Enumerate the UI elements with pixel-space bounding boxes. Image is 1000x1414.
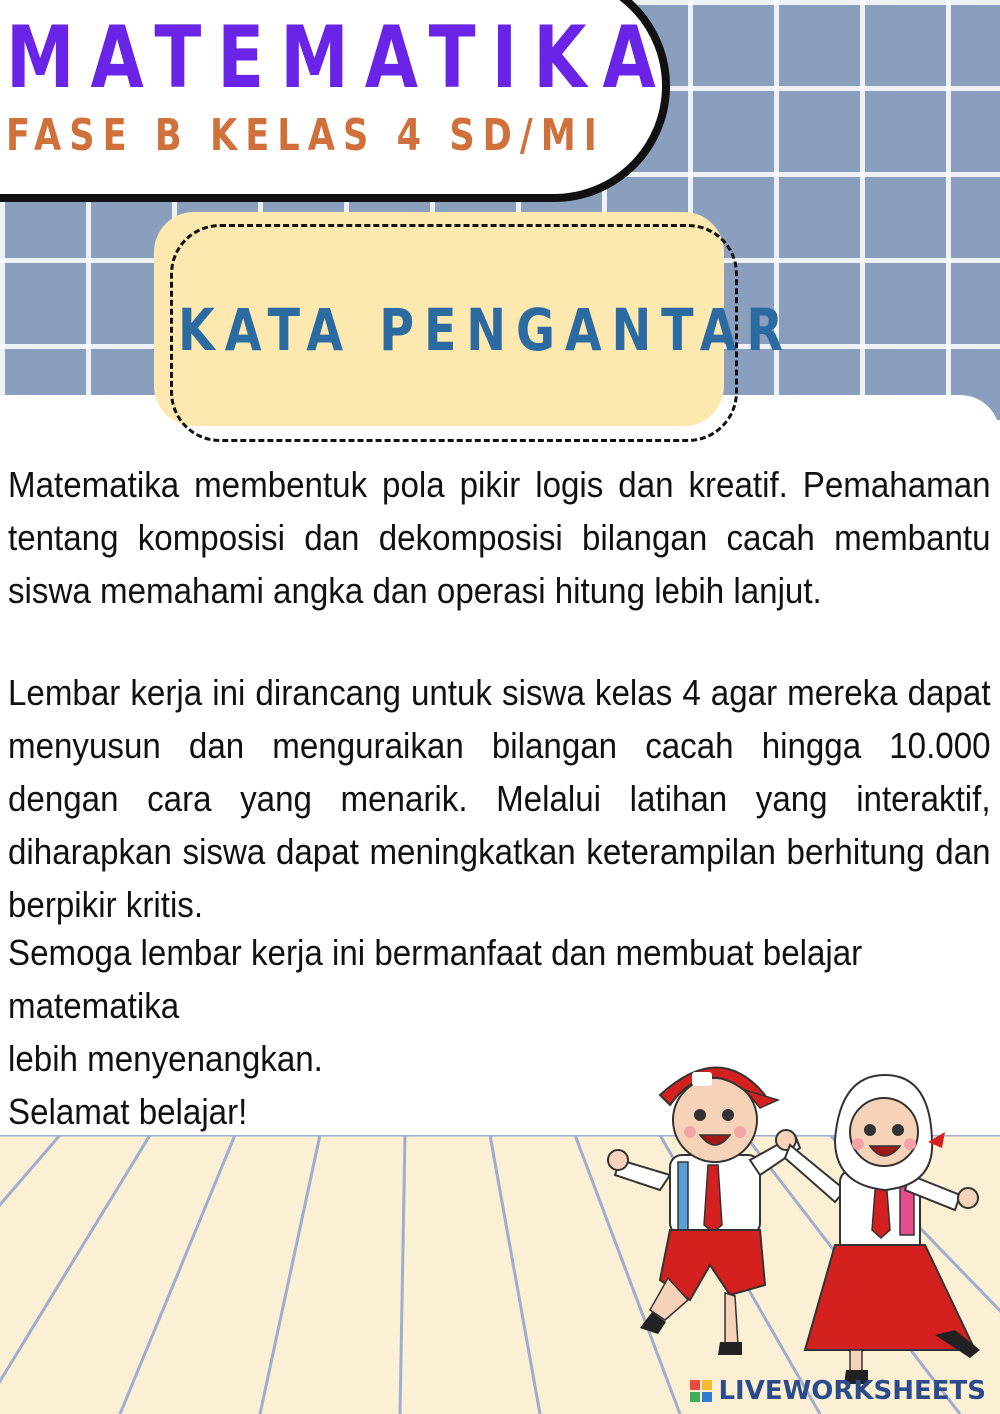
school-children-illustration (600, 1050, 1000, 1390)
page-title: MATEMATIKA (6, 8, 672, 108)
liveworksheets-logo-icon (690, 1380, 712, 1402)
intro-paragraph-1: Matematika membentuk pola pikir logis dan kreatif. Pemahaman tentang komposisi dan dekomposisi bilangan cacah membantu siswa memahami angka dan operasi hitung lebih lanjut. (8, 464, 991, 611)
intro-paragraph-2: Lembar kerja ini dirancang untuk siswa kelas 4 agar mereka dapat menyusun dan menguraikan bilangan cacah hingga 10.000 dengan cara yang menarik. Melalui latihan yang interaktif, diharapkan siswa dapat meningkatkan keterampilan berhitung dan berpikir kritis. (8, 672, 991, 925)
closing-line-1: Semoga lembar kerja ini bermanfaat dan membuat belajar matematika (8, 932, 863, 1026)
page-subtitle: FASE B KELAS 4 SD/MI (6, 110, 605, 161)
girl-figure (776, 1075, 980, 1384)
brand-name: LIVEWORKSHEETS (718, 1376, 986, 1406)
closing-line-3: Selamat belajar! (8, 1091, 248, 1132)
boy-figure (608, 1068, 800, 1356)
liveworksheets-branding (690, 1376, 986, 1406)
closing-line-2: lebih menyenangkan. (8, 1038, 323, 1079)
section-heading: KATA PENGANTAR (178, 296, 793, 364)
